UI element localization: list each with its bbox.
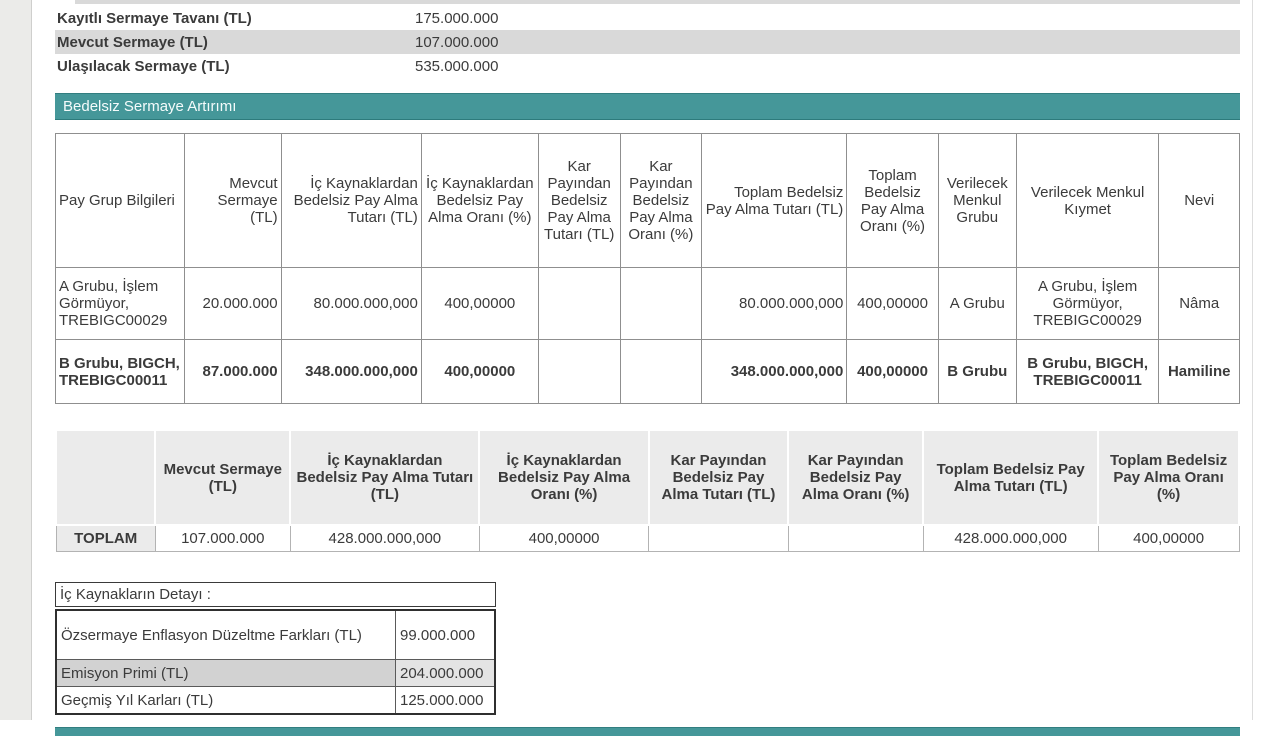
page-left-gutter [0,0,32,720]
cell-ic-kaynak-oran: 400,00000 [421,340,538,404]
summary-label: Mevcut Sermaye (TL) [55,30,415,54]
table-row-b-grubu [56,340,1240,404]
cell-ic-kaynak-oran: 400,00000 [479,525,648,552]
cell-menkul-grubu: A Grubu [938,268,1016,340]
col-toplam-tutar: Toplam Bedelsiz Pay Alma Tutarı (TL) [923,430,1098,525]
col-empty [56,430,155,525]
cell-nevi: Nâma [1159,268,1240,340]
col-ic-kaynak-tutar: İç Kaynaklardan Bedelsiz Pay Alma Tutarı (TL) [281,134,421,268]
cell-toplam-tutar: 428.000.000,000 [923,525,1098,552]
summary-value: 107.000.000 [415,30,1240,54]
detail-title-box [55,582,496,607]
detail-value: 125.000.000 [396,687,496,715]
col-kar-payi-oran: Kar Payından Bedelsiz Pay Alma Oranı (%) [788,430,923,525]
col-toplam-oran: Toplam Bedelsiz Pay Alma Oranı (%) [1098,430,1239,525]
disclosure-content [55,0,1240,736]
summary-value: 175.000.000 [415,9,499,27]
col-menkul-grubu: Verilecek Menkul Grubu [938,134,1016,268]
summary-label: Ulaşılacak Sermaye (TL) [57,57,230,75]
cell-toplam-oran: 400,00000 [1098,525,1239,552]
section-header-bar [55,93,1240,120]
cell-toplam-tutar: 348.000.000,000 [702,340,847,404]
cell-ic-kaynak-tutar: 80.000.000,000 [281,268,421,340]
summary-row-target-capital [55,54,1240,78]
next-section-bar-partial [55,727,1240,736]
totals-header-row [56,430,1239,525]
detail-title: İç Kaynakların Detayı : [60,586,211,603]
cell-kar-payi-oran [788,525,923,552]
col-kar-payi-tutar: Kar Payından Bedelsiz Pay Alma Tutarı (TL) [538,134,620,268]
col-ic-kaynak-tutar: İç Kaynaklardan Bedelsiz Pay Alma Tutarı (TL) [290,430,479,525]
cell-ic-kaynak-tutar: 428.000.000,000 [290,525,479,552]
capital-summary-table [55,6,1240,78]
cell-toplam-oran: 400,00000 [847,268,938,340]
cell-ic-kaynak-tutar: 348.000.000,000 [281,340,421,404]
col-ic-kaynak-oran: İç Kaynaklardan Bedelsiz Pay Alma Oranı (%) [479,430,648,525]
col-toplam-tutar: Toplam Bedelsiz Pay Alma Tutarı (TL) [702,134,847,268]
table-row-a-grubu [56,268,1240,340]
col-mevcut-sermaye: Mevcut Sermaye (TL) [185,134,281,268]
col-ic-kaynak-oran: İç Kaynaklardan Bedelsiz Pay Alma Oranı (%) [421,134,538,268]
summary-value: 535.000.000 [415,57,499,75]
truncated-row-above [75,0,1240,4]
cell-toplam-oran: 400,00000 [847,340,938,404]
cell-nevi: Hamiline [1159,340,1240,404]
col-kar-payi-oran: Kar Payından Bedelsiz Pay Alma Oranı (%) [620,134,702,268]
section-header-title: Bedelsiz Sermaye Artırımı [63,98,237,115]
detail-value: 204.000.000 [396,660,496,687]
detail-row-emisyon [56,660,495,687]
totals-table [55,429,1240,552]
cell-pay-grup: B Grubu, BIGCH, TREBIGC00011 [56,340,185,404]
cell-menkul-grubu: B Grubu [938,340,1016,404]
cell-toplam-label: TOPLAM [56,525,155,552]
col-mevcut-sermaye: Mevcut Sermaye (TL) [155,430,290,525]
detail-label: Özsermaye Enflasyon Düzeltme Farkları (TL) [56,610,396,660]
detail-table [55,609,496,715]
cell-mevcut-sermaye: 20.000.000 [185,268,281,340]
cell-menkul-kiymet: A Grubu, İşlem Görmüyor, TREBIGC00029 [1016,268,1159,340]
bonus-capital-table [55,133,1240,404]
summary-label: Kayıtlı Sermaye Tavanı (TL) [57,9,252,27]
cell-mevcut-sermaye: 87.000.000 [185,340,281,404]
col-pay-grup: Pay Grup Bilgileri [56,134,185,268]
cell-menkul-kiymet: B Grubu, BIGCH, TREBIGC00011 [1016,340,1159,404]
col-nevi: Nevi [1159,134,1240,268]
summary-row-registered-ceiling [55,6,1240,30]
cell-ic-kaynak-oran: 400,00000 [421,268,538,340]
col-menkul-kiymet: Verilecek Menkul Kıymet [1016,134,1159,268]
detail-label: Geçmiş Yıl Karları (TL) [56,687,396,715]
cell-mevcut-sermaye: 107.000.000 [155,525,290,552]
cell-pay-grup: A Grubu, İşlem Görmüyor, TREBIGC00029 [56,268,185,340]
internal-sources-detail [55,582,496,715]
cell-kar-payi-tutar [538,340,620,404]
cell-kar-payi-oran [620,268,702,340]
page-right-divider [1252,0,1253,720]
totals-data-row [56,525,1239,552]
col-kar-payi-tutar: Kar Payından Bedelsiz Pay Alma Tutarı (TL) [649,430,789,525]
summary-row-current-capital [55,30,1240,54]
detail-row-gecmis-yil [56,687,495,715]
detail-row-ozsermaye [56,610,495,660]
detail-value: 99.000.000 [396,610,496,660]
cell-kar-payi-oran [620,340,702,404]
bonus-table-header-row [56,134,1240,268]
col-toplam-oran: Toplam Bedelsiz Pay Alma Oranı (%) [847,134,938,268]
cell-toplam-tutar: 80.000.000,000 [702,268,847,340]
detail-label: Emisyon Primi (TL) [56,660,396,687]
cell-kar-payi-tutar [538,268,620,340]
cell-kar-payi-tutar [649,525,789,552]
